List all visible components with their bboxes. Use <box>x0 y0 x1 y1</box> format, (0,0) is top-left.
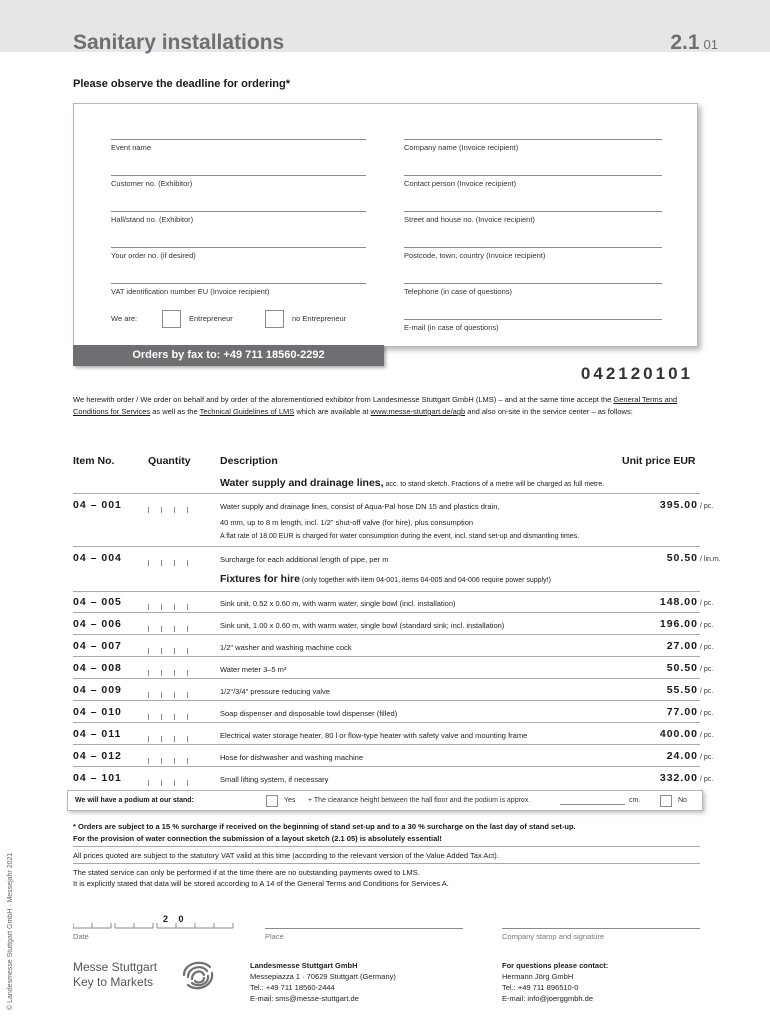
item-no: 04 – 004 <box>73 552 122 564</box>
item-description: Hose for dishwasher and washing machine <box>220 753 363 762</box>
podium-label: We will have a podium at our stand: <box>75 797 194 804</box>
podium-no-checkbox[interactable] <box>660 795 672 807</box>
customer-no-field[interactable]: Customer no. (Exhibitor) <box>111 175 366 188</box>
contact-address <box>502 960 608 1004</box>
street-field[interactable]: Street and house no. (Invoice recipient) <box>404 211 662 224</box>
item-unit: / pc. <box>700 622 714 629</box>
item-price: 400.00 <box>659 728 698 740</box>
copyright-note: © Landesmesse Stuttgart GmbH · Messejahr 2021 <box>7 852 14 1010</box>
item-no: 04 – 012 <box>73 750 122 762</box>
item-price: 50.50 <box>666 552 698 564</box>
page-title: Sanitary installations <box>73 31 285 54</box>
quantity-input[interactable] <box>148 711 190 720</box>
col-header-quantity: Quantity <box>148 455 191 467</box>
item-price: 27.00 <box>666 640 698 652</box>
divider <box>73 846 700 847</box>
lms-phone: Tel.: +49 711 18560-2444 <box>250 983 335 992</box>
stamp-label: Company stamp and signature <box>502 932 605 941</box>
doc-number-main: 2.1 <box>670 31 700 54</box>
terms-link[interactable]: General Terms and Conditions for Services <box>73 395 678 416</box>
podium-cm-label: cm. <box>629 797 641 804</box>
item-description: Surcharge for each additional length of pipe, per m <box>220 555 389 564</box>
messe-stuttgart-logo-icon <box>180 955 216 995</box>
quantity-input[interactable] <box>148 623 190 632</box>
col-header-description: Description <box>220 455 278 467</box>
item-description: Sink unit, 1.00 x 0.60 m, with warm water, single bowl (standard sink; incl. installation) <box>220 621 505 630</box>
item-no: 04 – 001 <box>73 499 122 511</box>
order-no-field[interactable]: Your order no. (if desired) <box>111 247 366 260</box>
quantity-input[interactable] <box>148 645 190 654</box>
contact-name: Hermann Jörg GmbH <box>502 972 574 981</box>
item-unit: / pc. <box>700 666 714 673</box>
entrepreneur-checkbox[interactable] <box>162 310 181 328</box>
section-water-lines <box>220 477 604 489</box>
item-price: 55.50 <box>666 684 698 696</box>
podium-box <box>67 790 703 811</box>
intro-part4: and also on-site in the service center – as follows: <box>465 407 633 416</box>
lms-street: Messepiazza 1 · 70629 Stuttgart (Germany) <box>250 972 396 981</box>
quantity-input[interactable] <box>148 557 190 566</box>
intro-text <box>73 394 698 418</box>
col-header-item: Item No. <box>73 455 115 467</box>
item-description: Sink unit, 0.52 x 0.60 m, with warm water, single bowl (incl. installation) <box>220 599 456 608</box>
service-line1: The stated service can only be performed if at the time there are no outstanding payments owed to LMS. <box>73 868 420 877</box>
item-no: 04 – 011 <box>73 728 122 740</box>
we-are-label: We are: <box>111 314 138 323</box>
contact-email[interactable]: E-mail: info@joerggmbh.de <box>502 994 593 1003</box>
divider <box>73 634 700 635</box>
section-fixtures-note: (only together with item 04-001, items 04-005 and 04-006 require power supply!) <box>299 577 551 584</box>
divider <box>73 656 700 657</box>
item-unit: / pc. <box>700 710 714 717</box>
item-price: 148.00 <box>659 596 698 608</box>
quantity-input[interactable] <box>148 689 190 698</box>
telephone-field[interactable]: Telephone (in case of questions) <box>404 283 662 296</box>
item-unit: / pc. <box>700 754 714 761</box>
vat-note: All prices quoted are subject to the statutory VAT valid at this time (according to the relevant version of the Value Added Tax Act). <box>73 851 499 860</box>
item-no: 04 – 010 <box>73 706 122 718</box>
customer-form <box>73 103 698 347</box>
company-logo-text <box>73 960 157 990</box>
item-price: 50.50 <box>666 662 698 674</box>
surcharge-line1: * Orders are subject to a 15 % surcharge if received on the beginning of stand set-up and to a 30 % surcharge on the last day of stand set-up. <box>73 822 576 831</box>
quantity-input[interactable] <box>148 601 190 610</box>
intro-part2: as well as the <box>150 407 200 416</box>
contact-person-field[interactable]: Contact person (Invoice recipient) <box>404 175 662 188</box>
entrepreneur-label: Entrepreneur <box>189 314 233 323</box>
podium-clearance-text: + The clearance height between the hall floor and the podium is approx. <box>308 797 531 804</box>
vat-id-field[interactable]: VAT identification number EU (Invoice recipient) <box>111 283 366 296</box>
item-no: 04 – 101 <box>73 772 122 784</box>
section-water-note: acc. to stand sketch. Fractions of a metre will be charged as full metre. <box>383 481 605 488</box>
item-no: 04 – 008 <box>73 662 122 674</box>
item-no: 04 – 006 <box>73 618 122 630</box>
company-name-field[interactable]: Company name (Invoice recipient) <box>404 139 662 152</box>
form-number: 042120101 <box>580 364 693 383</box>
stamp-signature-input[interactable] <box>502 928 700 929</box>
col-header-price: Unit price EUR <box>622 455 696 467</box>
date-label: Date <box>73 932 89 941</box>
event-name-field[interactable]: Event name <box>111 139 366 152</box>
item-description: Small lifting system, if necessary <box>220 775 329 784</box>
item-description: 1/2" washer and washing machine cock <box>220 643 352 652</box>
divider <box>73 546 700 547</box>
doc-number-sub: 01 <box>703 37 718 52</box>
item-unit: / pc. <box>700 644 714 651</box>
item-description: Water supply and drainage lines, consist of Aqua-Pal hose DN 15 and plastics drain, <box>220 502 500 511</box>
divider <box>73 744 700 745</box>
item-unit: / lin.m. <box>700 556 721 563</box>
document-number <box>670 31 718 55</box>
deadline-notice: Please observe the deadline for ordering* <box>73 78 291 90</box>
item-description: Water meter 3–5 m³ <box>220 665 287 674</box>
service-line2: It is explicitly stated that data will be stored according to A 14 of the General Terms and Conditions for Services A. <box>73 879 449 888</box>
no-entrepreneur-label: no Entrepreneur <box>292 314 347 323</box>
fax-banner: Orders by fax to: +49 711 18560-2292 <box>73 345 384 366</box>
surcharge-line2: For the provision of water connection the submission of a layout sketch (2.1 05) is absolutely essential! <box>73 834 442 843</box>
contact-title: For questions please contact: <box>502 961 609 970</box>
section-water-title: Water supply and drainage lines, <box>220 477 384 489</box>
item-unit: / pc. <box>700 503 714 510</box>
item-no: 04 – 009 <box>73 684 122 696</box>
agb-url-link[interactable]: www.messe-stuttgart.de/agb <box>370 407 466 416</box>
divider <box>73 612 700 613</box>
lms-name: Landesmesse Stuttgart GmbH <box>250 961 358 970</box>
no-entrepreneur-checkbox[interactable] <box>265 310 284 328</box>
divider <box>73 700 700 701</box>
email-field[interactable]: E-mail (in case of questions) <box>404 319 662 332</box>
logo-line2: Key to Markets <box>73 975 154 989</box>
podium-yes-label: Yes <box>284 797 296 804</box>
item-no: 04 – 005 <box>73 596 122 608</box>
guidelines-link[interactable]: Technical Guidelines of LMS <box>199 407 295 416</box>
intro-part1: We herewith order / We order on behalf and by order of the aforementioned exhibitor from Landesmesse Stuttgart GmbH (LMS) – and at the same time accept the <box>73 395 614 404</box>
logo-line1: Messe Stuttgart <box>73 960 158 974</box>
item-description-line2: 40 mm, up to 8 m length, incl. 1/2" shut-off valve (for hire), plus consumption <box>220 518 474 527</box>
quantity-input[interactable] <box>148 667 190 676</box>
place-input[interactable] <box>265 928 463 929</box>
lms-address <box>250 960 396 1004</box>
item-description: Electrical water storage heater, 80 l or flow-type heater with safety valve and mounting frame <box>220 731 528 740</box>
lms-email[interactable]: E-mail: sms@messe-stuttgart.de <box>250 994 359 1003</box>
divider <box>73 493 700 494</box>
contact-phone: Tel.: +49 711 896510-0 <box>502 983 579 992</box>
podium-yes-checkbox[interactable] <box>266 795 278 807</box>
item-price: 24.00 <box>666 750 698 762</box>
item-unit: / pc. <box>700 600 714 607</box>
intro-part3: which are available at <box>294 407 371 416</box>
divider <box>73 678 700 679</box>
hall-stand-field[interactable]: Hall/stand no. (Exhibitor) <box>111 211 366 224</box>
service-note <box>73 867 449 889</box>
divider <box>73 766 700 767</box>
item-unit: / pc. <box>700 732 714 739</box>
podium-no-label: No <box>678 797 687 804</box>
section-fixtures-title: Fixtures for hire <box>220 573 300 585</box>
quantity-input[interactable] <box>148 733 190 742</box>
item-unit: / pc. <box>700 688 714 695</box>
item-description-line3: A flat rate of 18.00 EUR is charged for water consumption during the event, incl. stand set-up and dismantling times. <box>220 533 580 540</box>
item-no: 04 – 007 <box>73 640 122 652</box>
divider <box>73 722 700 723</box>
divider <box>73 863 700 864</box>
quantity-input[interactable] <box>148 504 190 513</box>
year-prefix: 2 0 <box>163 914 188 924</box>
quantity-input[interactable] <box>148 755 190 764</box>
quantity-input[interactable] <box>148 777 190 786</box>
item-price: 196.00 <box>659 618 698 630</box>
item-price: 77.00 <box>666 706 698 718</box>
section-fixtures <box>220 573 551 585</box>
clearance-height-input[interactable] <box>560 804 625 805</box>
place-label: Place <box>265 932 284 941</box>
surcharge-note <box>73 821 576 845</box>
postcode-field[interactable]: Postcode, town, country (Invoice recipient) <box>404 247 662 260</box>
date-input[interactable] <box>73 916 238 930</box>
item-description: Soap dispenser and disposable towl dispenser (filled) <box>220 709 398 718</box>
item-price: 332.00 <box>659 772 698 784</box>
item-unit: / pc. <box>700 776 714 783</box>
item-description: 1/2"/3/4" pressure reducing valve <box>220 687 330 696</box>
item-price: 395.00 <box>659 499 698 511</box>
divider <box>73 591 700 592</box>
